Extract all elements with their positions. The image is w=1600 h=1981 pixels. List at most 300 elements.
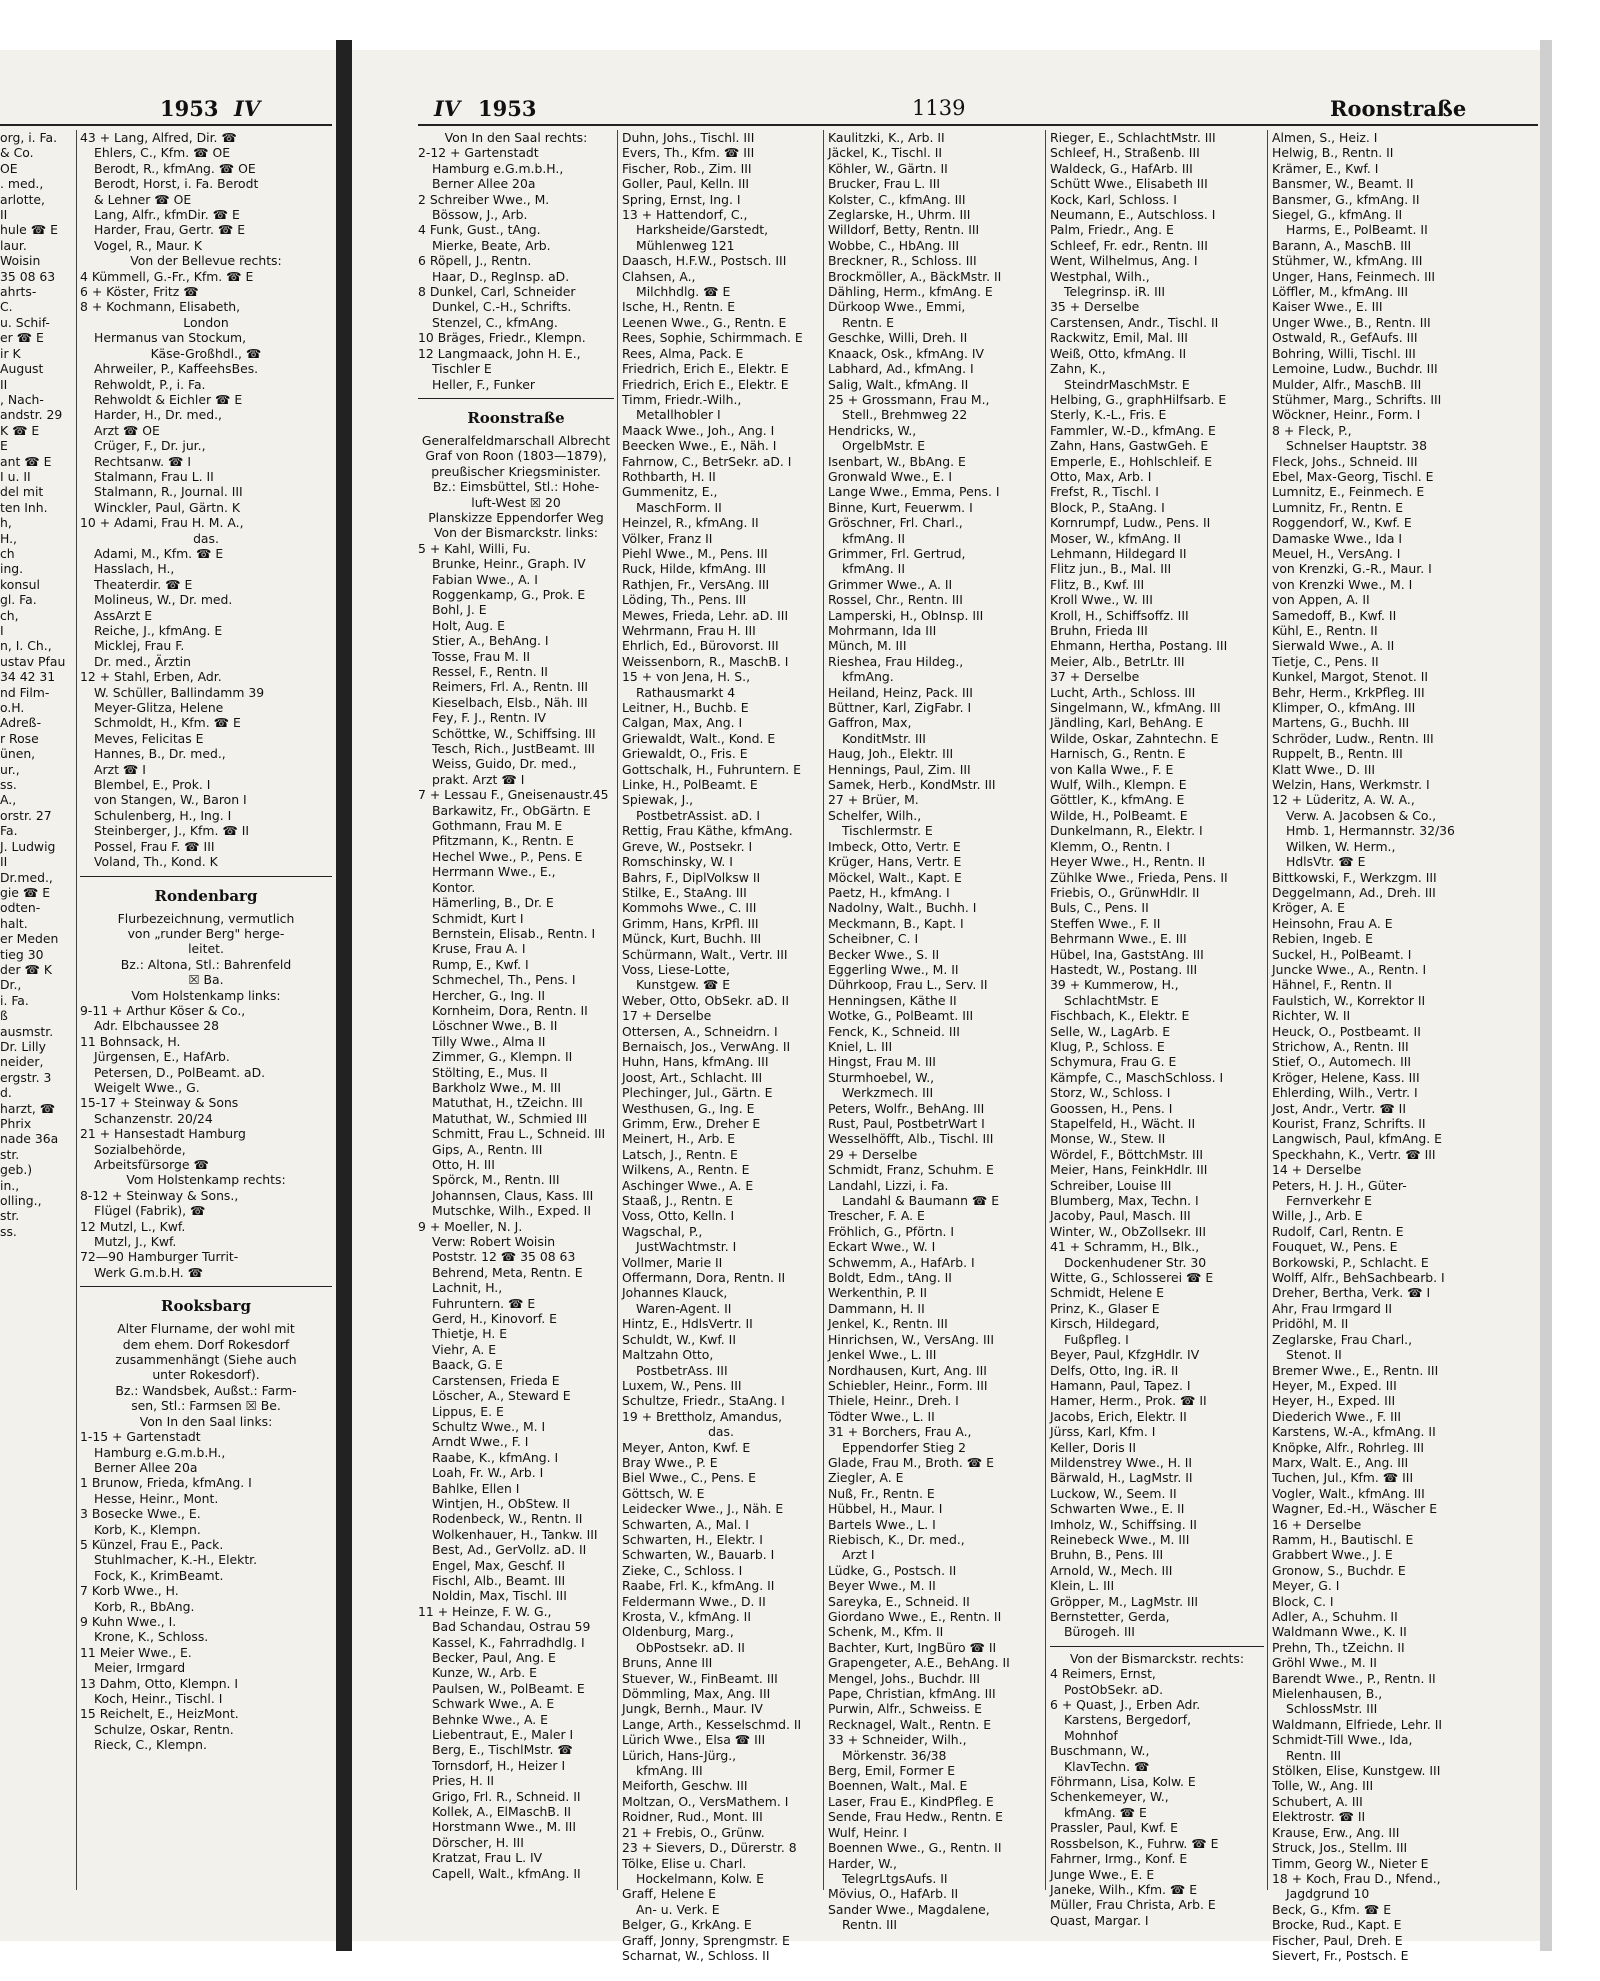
directory-line: Fenck, K., Schneid. III	[828, 1023, 960, 1039]
directory-line: Wulf, Wilh., Klempn. E	[1050, 777, 1187, 793]
directory-line: Schelfer, Wilh.,	[828, 807, 922, 823]
directory-line: Kniel, L. III	[828, 1038, 893, 1054]
directory-line: Vom Holstenkamp links:	[131, 987, 281, 1003]
directory-line: Rees, Sophie, Schirmmach. E	[622, 330, 803, 346]
directory-line: Lange Wwe., Emma, Pens. I	[828, 484, 1000, 500]
directory-line: 12 + Lüderitz, A. W. A.,	[1272, 792, 1415, 808]
page-number: 1139	[912, 96, 966, 120]
directory-line: Bansmer, G., kfmAng. II	[1272, 191, 1420, 207]
directory-line: Speckhahn, K., Vertr. ☎ III	[1272, 1146, 1436, 1162]
directory-line: Steinberger, J., Kfm. ☎ II	[94, 823, 250, 839]
directory-line: Fabian Wwe., A. I	[432, 571, 538, 587]
column-divider	[1045, 130, 1046, 1890]
directory-line: Stölken, Elise, Kunstgew. III	[1272, 1763, 1441, 1779]
directory-line: org, i. Fa.	[0, 130, 58, 145]
section-divider	[1050, 1646, 1264, 1647]
directory-line: Witte, G., Schlosserei ☎ E	[1050, 1270, 1214, 1286]
directory-line: 8-12 + Steinway & Sons.,	[80, 1187, 239, 1203]
directory-line: Oldenburg, Marg.,	[622, 1624, 734, 1640]
directory-line: Belger, G., KrkAng. E	[622, 1917, 752, 1933]
directory-line: Adami, M., Kfm. ☎ E	[94, 545, 224, 561]
directory-line: Mutschke, Wilh., Exped. II	[432, 1203, 591, 1219]
directory-line: Junge Wwe., E. E	[1050, 1866, 1155, 1882]
directory-line: Hockelmann, Kolw. E	[636, 1870, 764, 1886]
directory-line: von Krenzki Wwe., M. I	[1272, 576, 1413, 592]
directory-line: Schultze, Friedr., StaAng. I	[622, 1393, 785, 1409]
directory-line: Münck, Kurt, Buchh. III	[622, 931, 762, 947]
directory-line: Dunkel, C.-H., Schrifts.	[432, 299, 572, 315]
directory-line: Rudolf, Carl, Rentn. E	[1272, 1223, 1404, 1239]
directory-line: Spring, Ernst, Ing. I	[622, 191, 741, 207]
directory-line: kfmAng. ☎ E	[1064, 1804, 1147, 1820]
directory-line: Friedrich, Erich E., Elektr. E	[622, 361, 789, 377]
directory-line: Berg, E., TischlMstr. ☎	[432, 1742, 573, 1758]
directory-line: Metallhobler I	[636, 407, 721, 423]
directory-line: ten Inh.	[0, 499, 48, 515]
directory-line: Brucker, Frau L. III	[828, 176, 941, 192]
directory-line: Klimper, O., kfmAng. III	[1272, 700, 1416, 716]
directory-line: Roidner, Rud., Mont. III	[622, 1809, 763, 1825]
directory-line: Sterly, K.-L., Fris. E	[1050, 407, 1167, 423]
directory-line: Harms, E., PolBeamt. II	[1286, 222, 1428, 238]
directory-line: Timm, Friedr.-Wilh.,	[622, 391, 742, 407]
directory-line: Hintz, E., HdlsVertr. II	[622, 1316, 753, 1332]
directory-line: Schubert, A. III	[1272, 1793, 1363, 1809]
directory-line: leitet.	[188, 941, 224, 957]
directory-line: Hercher, G., Ing. II	[432, 987, 545, 1003]
directory-line: Carstensen, Andr., Tischl. II	[1050, 314, 1219, 330]
directory-line: Tischler E	[432, 361, 492, 377]
directory-line: Rump, E., Kwf. I	[432, 956, 529, 972]
directory-line: Unger Wwe., B., Rentn. III	[1272, 314, 1431, 330]
directory-line: Werkzmech. III	[842, 1085, 934, 1101]
directory-line: Dr.,	[0, 977, 22, 993]
directory-line: 15 + von Jena, H. S.,	[622, 669, 751, 685]
directory-line: Arndt Wwe., F. I	[432, 1434, 529, 1450]
directory-line: Hennings, Paul, Zim. III	[828, 761, 971, 777]
directory-line: Brockmöller, A., BäckMstr. II	[828, 268, 1002, 284]
directory-line: Mühlenweg 121	[636, 237, 735, 253]
directory-line: Schmidt, Helene E	[1050, 1285, 1164, 1301]
directory-line: Rust, Paul, PostbetrWart I	[828, 1116, 985, 1131]
directory-line: Thiele, Heinr., Dreh. I	[828, 1393, 959, 1409]
directory-line: Verw. A. Jacobsen & Co.,	[1286, 807, 1437, 823]
directory-line: nade 36a	[0, 1131, 59, 1147]
directory-line: Buschmann, W.,	[1050, 1743, 1150, 1759]
directory-line: Heinsohn, Frau A. E	[1272, 915, 1393, 931]
directory-line: Schiebler, Heinr., Form. III	[828, 1377, 988, 1393]
directory-line: ir K	[0, 345, 21, 361]
directory-line: Beyer, Paul, KfzgHdlr. IV	[1050, 1347, 1200, 1363]
directory-line: Brunke, Heinr., Graph. IV	[432, 556, 586, 572]
directory-line: 11 + Heinze, F. W. G.,	[418, 1603, 552, 1619]
directory-line: Scharnat, W., Schloss. II	[622, 1947, 770, 1963]
directory-line: prakt. Arzt ☎ I	[432, 771, 525, 787]
directory-line: Weiß, Otto, kfmAng. II	[1050, 345, 1187, 361]
directory-line: Löffler, M., kfmAng. III	[1272, 284, 1408, 300]
directory-line: Dockenhudener Str. 30	[1064, 1254, 1207, 1270]
directory-line: Heller, F., Funker	[432, 376, 535, 392]
directory-line: Staaß, J., Rentn. E	[622, 1193, 734, 1209]
directory-line: dem ehem. Dorf Rokesdorf	[122, 1336, 290, 1352]
directory-line: Paetz, H., kfmAng. I	[828, 884, 950, 900]
directory-line: 27 + Brüer, M.	[828, 792, 919, 808]
directory-line: Gothmann, Frau M. E	[432, 818, 563, 834]
directory-line: 13 Dahm, Otto, Klempn. I	[80, 1675, 239, 1691]
directory-line: Kroll Wwe., W. III	[1050, 592, 1153, 608]
directory-line: Ottersen, A., Schneidrn. I	[622, 1023, 778, 1039]
directory-line: Rettig, Frau Käthe, kfmAng.	[622, 823, 793, 839]
directory-line: orstr. 27	[0, 807, 52, 823]
directory-line: Köhler, W., Gärtn. II	[828, 160, 948, 176]
directory-line: Beyer Wwe., M. II	[828, 1578, 936, 1594]
directory-line: Hesse, Heinr., Mont.	[94, 1490, 219, 1506]
directory-line: Schmidt, Franz, Schuhm. E	[828, 1162, 994, 1178]
directory-line: Prassler, Paul, Kwf. E	[1050, 1820, 1178, 1836]
directory-line: Quast, Margar. I	[1050, 1912, 1149, 1928]
directory-line: Giordano Wwe., E., Rentn. II	[828, 1609, 1002, 1624]
directory-line: 9-11 + Arthur Köser & Co.,	[80, 1002, 246, 1018]
directory-line: tieg 30	[0, 946, 44, 962]
directory-line: Clahsen, A.,	[622, 268, 696, 284]
column-divider	[823, 130, 824, 1890]
directory-line: Schwarten, A., Mal. I	[622, 1516, 749, 1532]
directory-line: Lüdke, G., Postsch. II	[828, 1562, 957, 1578]
directory-line: Carstensen, Frieda E	[432, 1372, 560, 1388]
directory-line: Wehrmann, Frau H. III	[622, 623, 756, 638]
directory-line: Föhrmann, Lisa, Kolw. E	[1050, 1774, 1196, 1790]
directory-line: Storz, W., Schloss. I	[1050, 1085, 1171, 1101]
directory-line: Tosse, Frau M. II	[432, 648, 531, 664]
directory-line: Laser, Frau E., KindPfleg. E	[828, 1793, 994, 1809]
directory-line: Sander Wwe., Magdalene,	[828, 1901, 990, 1917]
directory-line: ing.	[0, 561, 24, 577]
directory-line: er ☎ E	[0, 330, 44, 346]
directory-line: Rathausmarkt 4	[636, 684, 736, 700]
directory-line: Matuthat, W., Schmied III	[432, 1110, 588, 1126]
directory-line: kfmAng. II	[842, 530, 905, 546]
directory-line: Grimm, Hans, KrPfl. III	[622, 915, 759, 931]
directory-line: Kock, Karl, Schloss. I	[1050, 191, 1177, 207]
directory-line: Kroll, H., Schiffsoffz. III	[1050, 607, 1189, 623]
directory-line: H.,	[0, 530, 17, 546]
directory-line: Stenot. II	[1286, 1347, 1342, 1363]
directory-line: Landahl & Baumann ☎ E	[842, 1193, 1000, 1209]
directory-line: Bössow, J., Arb.	[432, 207, 528, 223]
directory-line: Tietje, C., Pens. II	[1272, 653, 1379, 669]
directory-line: Verw: Robert Woisin	[432, 1234, 556, 1250]
directory-line: 33 + Schneider, Wilh.,	[828, 1732, 967, 1748]
directory-line: Frefst, R., Tischl. I	[1050, 484, 1159, 500]
directory-line: Goller, Paul, Kelln. III	[622, 176, 750, 192]
directory-line: Tesch, Rich., JustBeamt. III	[432, 741, 595, 757]
directory-line: I	[0, 623, 4, 638]
directory-line: 16 + Derselbe	[1272, 1516, 1362, 1532]
directory-line: Hamer, Herm., Prok. ☎ II	[1050, 1393, 1207, 1409]
directory-line: Dührkoop, Frau L., Serv. II	[828, 977, 988, 993]
directory-line: Korb, K., Klempn.	[94, 1521, 201, 1537]
directory-line: Tornsdorf, H., Heizer I	[432, 1757, 566, 1773]
directory-line: Adreß-	[0, 715, 42, 731]
directory-line: SchlachtMstr. E	[1064, 992, 1159, 1008]
directory-line: Gips, A., Rentn. III	[432, 1141, 543, 1157]
directory-line: h,	[0, 515, 12, 531]
directory-line: Mohrmann, Ida III	[828, 623, 937, 638]
left-header-rule	[0, 124, 332, 126]
directory-line: 6 Röpell, J., Rentn.	[418, 253, 532, 269]
directory-line: Schwarten Wwe., E. II	[1050, 1501, 1185, 1517]
directory-line: Rackwitz, Emil, Mal. III	[1050, 330, 1188, 346]
directory-line: Ruck, Hilde, kfmAng. III	[622, 561, 766, 577]
directory-line: Gummenitz, E.,	[622, 484, 718, 500]
column-3	[622, 130, 820, 1963]
directory-line: Aschinger Wwe., A. E	[622, 1177, 754, 1193]
directory-line: kfmAng.	[842, 669, 894, 685]
directory-line: Westphal, Wilh.,	[1050, 268, 1150, 284]
directory-line: 43 + Lang, Alfred, Dir. ☎	[80, 130, 237, 145]
directory-line: kfmAng. III	[636, 1763, 703, 1779]
directory-line: Ebel, Max-Georg, Tischl. E	[1272, 468, 1434, 484]
directory-line: Jacobs, Erich, Elektr. II	[1050, 1408, 1187, 1424]
directory-line: Delfs, Otto, Ing. iR. II	[1050, 1362, 1179, 1378]
directory-line: A.,	[0, 792, 17, 808]
directory-line: Gaffron, Max,	[828, 715, 912, 731]
directory-line: Sareyka, E., Schneid. II	[828, 1593, 970, 1609]
directory-line: Purwin, Alfr., Schweiss. E	[828, 1701, 982, 1717]
directory-line: 21 + Frebis, O., Grünw.	[622, 1824, 765, 1840]
directory-line: Bray Wwe., P. E	[622, 1454, 718, 1470]
directory-line: Landahl, Lizzi, i. Fa.	[828, 1177, 949, 1193]
directory-line: Boldt, Edm., tAng. II	[828, 1270, 952, 1286]
directory-line: Otto, H. III	[432, 1157, 495, 1172]
directory-line: kfmAng. II	[842, 561, 905, 577]
directory-line: Krone, K., Schloss.	[94, 1629, 209, 1645]
directory-line: Lippus, E. E	[432, 1403, 504, 1419]
directory-line: in.,	[0, 1177, 20, 1193]
directory-line: Meyer, G. I	[1272, 1578, 1340, 1594]
directory-line: Bernstetter, Gerda,	[1050, 1609, 1170, 1624]
section-heading: Roonstraße	[467, 408, 565, 427]
directory-line: ünen,	[0, 746, 36, 762]
directory-line: arlotte,	[0, 191, 45, 207]
directory-line: Molineus, W., Dr. med.	[94, 592, 233, 608]
directory-line: Borkowski, P., Schlacht. E	[1272, 1254, 1429, 1270]
directory-line: Löschner Wwe., B. II	[432, 1018, 558, 1034]
directory-line: Steffen Wwe., F. II	[1050, 915, 1161, 931]
directory-line: Thietje, H. E	[432, 1326, 508, 1342]
directory-line: Ehrlich, Ed., Bürovorst. III	[622, 638, 779, 654]
directory-line: Siegel, G., kfmAng. II	[1272, 207, 1403, 223]
directory-line: Von der Bismarckstr. links:	[434, 525, 598, 541]
directory-line: Graf von Roon (1803—1879),	[425, 448, 607, 464]
directory-line: Barendt Wwe., P., Rentn. II	[1272, 1670, 1436, 1686]
directory-line: C.	[0, 299, 13, 315]
directory-line: 37 + Derselbe	[1050, 669, 1140, 685]
directory-line: Lumnitz, E., Feinmech. E	[1272, 484, 1425, 500]
directory-line: Hmb. 1, Hermannstr. 32/36	[1286, 823, 1455, 839]
directory-line: Boennen, Walt., Mal. E	[828, 1778, 968, 1794]
directory-line: E	[0, 438, 8, 454]
directory-line: 2 Schreiber Wwe., M.	[418, 191, 550, 207]
directory-line: 15 Reichelt, E., HeizMont.	[80, 1706, 239, 1722]
directory-line: Leitner, H., Buchb. E	[622, 700, 749, 716]
directory-line: Karstens, W.-A., kfmAng. II	[1272, 1424, 1436, 1440]
directory-line: Raabe, Frl. K., kfmAng. II	[622, 1578, 775, 1594]
directory-line: neider,	[0, 1054, 44, 1070]
directory-line: Ahr, Frau Irmgard II	[1272, 1300, 1393, 1316]
directory-line: Dammann, H. II	[828, 1300, 925, 1316]
directory-line: Blembel, E., Prok. I	[94, 777, 211, 793]
directory-line: 14 + Derselbe	[1272, 1162, 1362, 1178]
directory-line: Mövius, O., HafArb. II	[828, 1886, 959, 1902]
directory-line: Rebien, Ingeb. E	[1272, 931, 1373, 947]
directory-line: str.	[0, 1208, 20, 1224]
directory-line: 4 Reimers, Ernst,	[1050, 1666, 1156, 1682]
directory-line: Bürogeh. III	[1064, 1624, 1135, 1640]
directory-line: Barann, A., MaschB. III	[1272, 237, 1412, 253]
directory-line: Lumnitz, Fr., Rentn. E	[1272, 499, 1404, 515]
directory-line: Berodt, Horst, i. Fa. Berodt	[94, 176, 259, 192]
directory-line: harzt, ☎	[0, 1100, 56, 1116]
directory-line: PostbetrAss. III	[636, 1362, 728, 1378]
directory-line: Glade, Frau M., Broth. ☎ E	[828, 1454, 994, 1470]
directory-line: Theaterdir. ☎ E	[94, 576, 193, 592]
directory-line: KonditMstr. III	[842, 730, 926, 746]
directory-line: Pridöhl, M. II	[1272, 1316, 1349, 1332]
directory-line: Tischlermstr. E	[842, 823, 933, 839]
directory-line: Sozialbehörde,	[94, 1141, 186, 1157]
directory-line: Gronwald Wwe., E. I	[828, 468, 953, 484]
directory-line: Binne, Kurt, Feuerwm. I	[828, 499, 973, 515]
directory-line: Rieshea, Frau Hildeg.,	[828, 653, 964, 669]
directory-line: Daasch, H.F.W., Postsch. III	[622, 253, 787, 269]
directory-line: JustWachtmstr. I	[636, 1239, 737, 1255]
directory-line: 12 Langmaack, John H. E.,	[418, 345, 581, 361]
directory-line: Heiland, Heinz, Pack. III	[828, 684, 973, 700]
directory-line: Schmidt-Till Wwe., Ida,	[1272, 1732, 1413, 1748]
directory-line: Bad Schandau, Ostrau 59	[432, 1619, 591, 1635]
directory-line: Johannsen, Claus, Kass. III	[432, 1187, 594, 1203]
directory-line: Hingst, Frau M. III	[828, 1054, 936, 1070]
directory-line: Milchhdlg. ☎ E	[636, 284, 731, 300]
directory-line: Harksheide/Garstedt,	[636, 222, 769, 238]
directory-line: Becker Wwe., S. II	[828, 946, 940, 962]
directory-line: Mengel, Johs., Buchdr. III	[828, 1670, 981, 1686]
directory-line: AssArzt E	[94, 607, 153, 623]
column-0	[0, 130, 74, 1890]
directory-line: Mulder, Alfr., MaschB. III	[1272, 376, 1422, 392]
directory-line: unter Rokesdorf).	[152, 1367, 260, 1383]
directory-line: Bärwald, H., LagMstr. II	[1050, 1470, 1193, 1486]
directory-line: Johannes Klauck,	[622, 1285, 728, 1301]
directory-line: Alter Flurname, der wohl mit	[117, 1321, 295, 1337]
directory-line: Duhn, Johs., Tischl. III	[622, 130, 755, 145]
directory-line: Meves, Felicitas E	[94, 730, 204, 746]
directory-line: Haar, D., RegInsp. aD.	[432, 268, 570, 284]
directory-line: Hämerling, B., Dr. E	[432, 895, 554, 911]
directory-line: Gronow, S., Buchdr. E	[1272, 1562, 1406, 1578]
directory-line: Nadolny, Walt., Buchh. I	[828, 900, 977, 916]
directory-line: gl. Fa.	[0, 592, 37, 608]
directory-line: Kaiser Wwe., E. III	[1272, 299, 1383, 315]
directory-line: Breckner, R., Schloss. III	[828, 253, 977, 269]
directory-line: Helbing, G., graphHilfsarb. E	[1050, 391, 1227, 407]
directory-line: Hähnel, F., Rentn. II	[1272, 977, 1392, 993]
directory-line: Bremer Wwe., E., Rentn. III	[1272, 1362, 1439, 1378]
directory-line: Bz.: Eimsbüttel, Stl.: Hohe-	[432, 479, 600, 495]
directory-line: ss.	[0, 777, 17, 793]
directory-line: Brocke, Rud., Kapt. E	[1272, 1917, 1402, 1933]
directory-line: Schröder, Ludw., Rentn. III	[1272, 730, 1434, 746]
directory-line: Tödter Wwe., L. II	[828, 1408, 935, 1424]
directory-line: Dürkoop Wwe., Emmi,	[828, 299, 966, 315]
directory-line: Tilly Wwe., Alma II	[432, 1033, 546, 1049]
directory-line: Schanzenstr. 20/24	[94, 1110, 213, 1126]
directory-line: Lürich, Hans-Jürg.,	[622, 1747, 737, 1763]
directory-line: halt.	[0, 915, 28, 931]
directory-line: Isenbart, W., BbAng. E	[828, 453, 966, 469]
directory-line: ObPostsekr. aD. II	[636, 1639, 745, 1655]
directory-line: Ahrweiler, P., KaffeehsBes.	[94, 361, 259, 377]
directory-line: Weiss, Guido, Dr. med.,	[432, 756, 577, 772]
directory-line: Kröger, Helene, Kass. III	[1272, 1069, 1420, 1085]
directory-line: Waldeck, G., HafArb. III	[1050, 160, 1193, 176]
directory-line: Calgan, Max, Ang. I	[622, 715, 743, 731]
directory-line: Haug, Joh., Elektr. III	[828, 746, 954, 762]
directory-line: Joost, Art., Schlacht. III	[622, 1069, 763, 1085]
directory-line: Rentn. III	[842, 1917, 898, 1933]
directory-line: ausmstr.	[0, 1023, 54, 1039]
directory-line: Weber, Otto, ObSekr. aD. II	[622, 992, 789, 1008]
directory-line: Zieke, C., Schloss. I	[622, 1562, 743, 1578]
directory-line: Keller, Doris II	[1050, 1439, 1136, 1455]
directory-line: laur.	[0, 237, 27, 253]
directory-line: sen, Stl.: Farmsen ☒ Be.	[131, 1398, 281, 1414]
directory-line: Fischer, Paul, Dreh. E	[1272, 1932, 1403, 1948]
directory-line: ur.,	[0, 761, 20, 777]
directory-line: Fischl, Alb., Beamt. III	[432, 1572, 566, 1588]
directory-line: Baack, G. E	[432, 1357, 503, 1373]
directory-line: Friedrich, Erich E., Elektr. E	[622, 376, 789, 392]
directory-line: Bartels Wwe., L. I	[828, 1516, 936, 1532]
directory-line: Werkenthin, P. II	[828, 1285, 928, 1301]
directory-line: nd Film-	[0, 684, 50, 700]
directory-line: Kunze, W., Arb. E	[432, 1665, 538, 1681]
directory-line: Bernstein, Elisab., Rentn. I	[432, 925, 596, 941]
column-divider	[76, 130, 77, 1890]
directory-line: Fischer, Rob., Zim. III	[622, 160, 752, 176]
directory-line: Roggendorf, W., Kwf. E	[1272, 515, 1412, 531]
directory-line: 23 + Sievers, D., Dürerstr. 8	[622, 1840, 797, 1856]
directory-line: Faulstich, W., Korrektor II	[1272, 992, 1426, 1008]
directory-line: Wöckner, Heinr., Form. I	[1272, 407, 1421, 423]
directory-line: Labhard, Ad., kfmAng. I	[828, 361, 974, 377]
directory-line: Noldin, Max, Tischl. III	[432, 1588, 567, 1604]
directory-line: Wintjen, H., ObStew. II	[432, 1495, 570, 1511]
directory-line: Von In den Saal links:	[139, 1413, 273, 1429]
directory-line: Sierwald Wwe., A. II	[1272, 638, 1395, 654]
directory-line: Hübbel, H., Maur. I	[828, 1501, 943, 1517]
directory-line: Reinebeck Wwe., M. III	[1050, 1531, 1190, 1547]
directory-line: Reiche, J., kfmAng. E	[94, 623, 223, 638]
directory-line: Schmitt, Frau L., Schneid. III	[432, 1126, 606, 1142]
directory-line: Mutzl, J., Kwf.	[94, 1234, 177, 1250]
directory-line: KlavTechn. ☎	[1064, 1758, 1150, 1774]
directory-line: 8 + Kochmann, Elisabeth,	[80, 299, 241, 315]
directory-line: Waren-Agent. II	[636, 1300, 732, 1316]
directory-line: Kruse, Frau A. I	[432, 941, 526, 957]
directory-line: Deggelmann, Ad., Dreh. III	[1272, 884, 1436, 900]
